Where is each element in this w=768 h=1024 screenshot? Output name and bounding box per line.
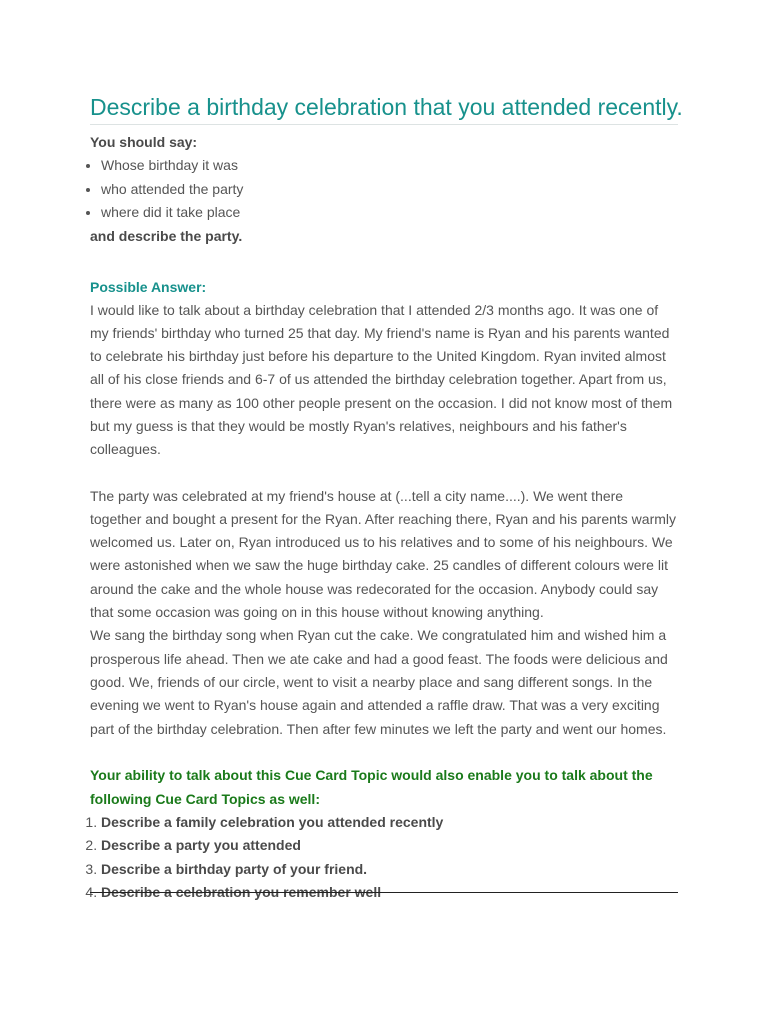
answer-paragraph: We sang the birthday song when Ryan cut the cake. We congratulated him and wished him a prosperous life ahead. Then we ate cake and had a good feast. The foods were delicious and good. We, friends of our circle, went to visit a nearby place and sang different songs. In the evening we went to Ryan's house again and attended a raffle draw. That was a very exciting part of the birthday celebration. Then after few minutes we left the party and went our homes. [90,627,668,737]
list-item: • where did it take place [101,201,678,225]
answer-heading: Possible Answer: [90,278,207,295]
closing-prompt: and describe the party. [90,227,243,244]
list-item: 4. Describe a celebration you remember well [101,881,678,905]
paragraph-gap [90,462,678,485]
list-item: 3. Describe a birthday party of your friend. [101,858,678,882]
should-say-label: You should say: [90,134,198,150]
list-item: 1. Describe a family celebration you attended recently [101,811,678,835]
related-topics-heading: Your ability to talk about this Cue Card Topic would also enable you to talk about the following Cue Card Topics as well: [90,766,653,807]
horizontal-divider [90,892,678,893]
answer-paragraph: The party was celebrated at my friend's house at (...tell a city name....). We went there together and bought a present for the Ryan. After reaching there, Ryan and his parents warmly welcomed us. Later on, Ryan introduced us to his relatives and to some of his neighbours. We were astonished when we saw the huge birthday cake. 25 candles of different colours were lit around the cake and the whole house was redecorated for the occasion. Anybody could say that some occasion was going on in this house without knowing anything. [90,487,677,621]
list-item: • who attended the party [101,178,678,202]
list-item: • Whose birthday it was [101,154,678,178]
list-item: 2. Describe a party you attended [101,834,678,858]
page-title: Describe a birthday celebration that you attended recently. [90,93,678,125]
related-topics-list [90,811,678,905]
prompt-list [90,154,678,225]
answer-paragraph: I would like to talk about a birthday celebration that I attended 2/3 months ago. It was one of my friends' birthday who turned 25 that day. My friend's name is Ryan and his parents wanted to celebrate his birthday just before his departure to the United Kingdom. Ryan invited almost all of his close friends and 6-7 of us attended the birthday celebration together. Apart from us, there were as many as 100 other people present on the occasion. I did not know most of them but my guess is that they would be mostly Ryan's relatives, neighbours and his father's colleagues. [90,301,673,458]
cue-card-content [90,93,683,905]
